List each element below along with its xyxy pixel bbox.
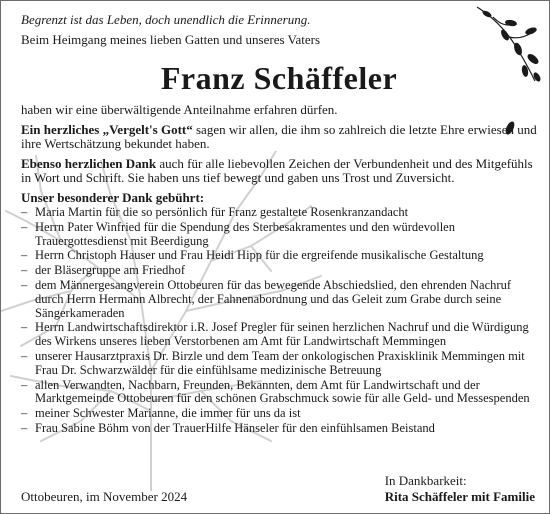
list-item [21,264,537,278]
thanks-heading: Unser besonderer Dank gebührt: [21,190,205,205]
dash-bullet: – [21,406,28,421]
signature-name: Rita Schäffeler mit Familie [384,489,535,504]
list-item [21,321,537,349]
signature-block [385,473,535,505]
list-item-text: unserer Hausarztpraxis Dr. Birzle und dem Team der onkologischen Praxisklinik Memmingen mit Frau Dr. Schwarzwälder für die einfühlsame medizinische Betreuung [35,348,525,377]
list-item [21,379,537,407]
dash-bullet: – [21,277,28,292]
paragraph-vergelts-gott [21,123,537,151]
dash-bullet: – [21,248,28,263]
deceased-name: Franz Schäffeler [160,60,398,96]
list-item-text: Herrn Christoph Hauser und Frau Heidi Hipp für die ergreifende musikalische Gestaltung [35,248,484,263]
list-item [21,407,537,421]
place-date: Ottobeuren, im November 2024 [21,489,188,504]
list-item [21,221,537,249]
dash-bullet: – [21,377,28,392]
list-item-text: der Bläsergruppe am Friedhof [35,263,186,278]
list-item-text: meiner Schwester Marianne, die immer für uns da ist [35,406,301,421]
list-item-text: Herrn Landwirtschaftsdirektor i.R. Josef Pregler für seinen herzlichen Nachruf und die Würdigung des Wirkens unseres lieben Verstorbenen am Amt für Landwirtschaft Memmingen [35,320,529,349]
list-item [21,279,537,320]
list-item-text: Frau Sabine Böhm von der TrauerHilfe Hänseler für den einfühlsamen Beistand [35,420,435,435]
paragraph-herzlichen-dank [21,157,537,185]
dash-bullet: – [21,205,28,219]
intro-line: Beim Heimgang meines lieben Gatten und unseres Vaters [21,32,321,47]
dash-bullet: – [21,263,28,278]
paragraph-anteilnahme: haben wir eine überwältigende Anteilnahme erfahren dürfen. [21,102,338,117]
paragraph-text: auch für alle liebevollen Zeichen der Verbundenheit und des Mitgefühls in Wort und Schrift. Sie haben uns tief bewegt und gaben uns Trost und Zuversicht. [21,156,533,185]
motto: Begrenzt ist das Leben, doch unendlich die Erinnerung. [21,12,311,27]
paragraph-bold-lead: Ebenso herzlichen Dank [21,156,157,171]
list-item [21,422,537,436]
list-item-text: Maria Martin für die so persönlich für Franz gestaltete Rosenkranzandacht [35,205,409,219]
notice-body [21,11,537,436]
dash-bullet: – [21,348,28,363]
list-item-text: allen Verwandten, Nachbarn, Freunden, Bekannten, dem Amt für Landwirtschaft und der Marktgemeinde Ottobeuren für den schönen Grabschmuck sowie für alle Geld- und Messespenden [35,377,530,406]
list-item-text: dem Männergesangverein Ottobeuren für das bewegende Abschiedslied, den ehrenden Nachruf durch Herrn Hermann Albrecht, der Fahnenabordnung und das Geleit zum Grabe durch seine Sängerkameraden [35,277,511,320]
closing-line: In Dankbarkeit: [384,473,467,488]
paragraph-bold-lead: Ein herzliches „Vergelt's Gott“ [21,122,193,137]
thanks-list [21,206,537,436]
dash-bullet: – [21,320,28,335]
list-item [21,350,537,378]
paragraph-text: sagen wir allen, die ihm so zahlreich die letzte Ehre erwiesen und ihre Wertschätzung bekundet haben. [21,122,537,151]
list-item [21,249,537,263]
dash-bullet: – [21,420,28,435]
list-item [21,206,537,220]
list-item-text: Herrn Pater Winfried für die Spendung des Sterbesakramentes und den würdevollen Trauergottesdienst mit Beerdigung [35,219,455,248]
dash-bullet: – [21,219,28,234]
